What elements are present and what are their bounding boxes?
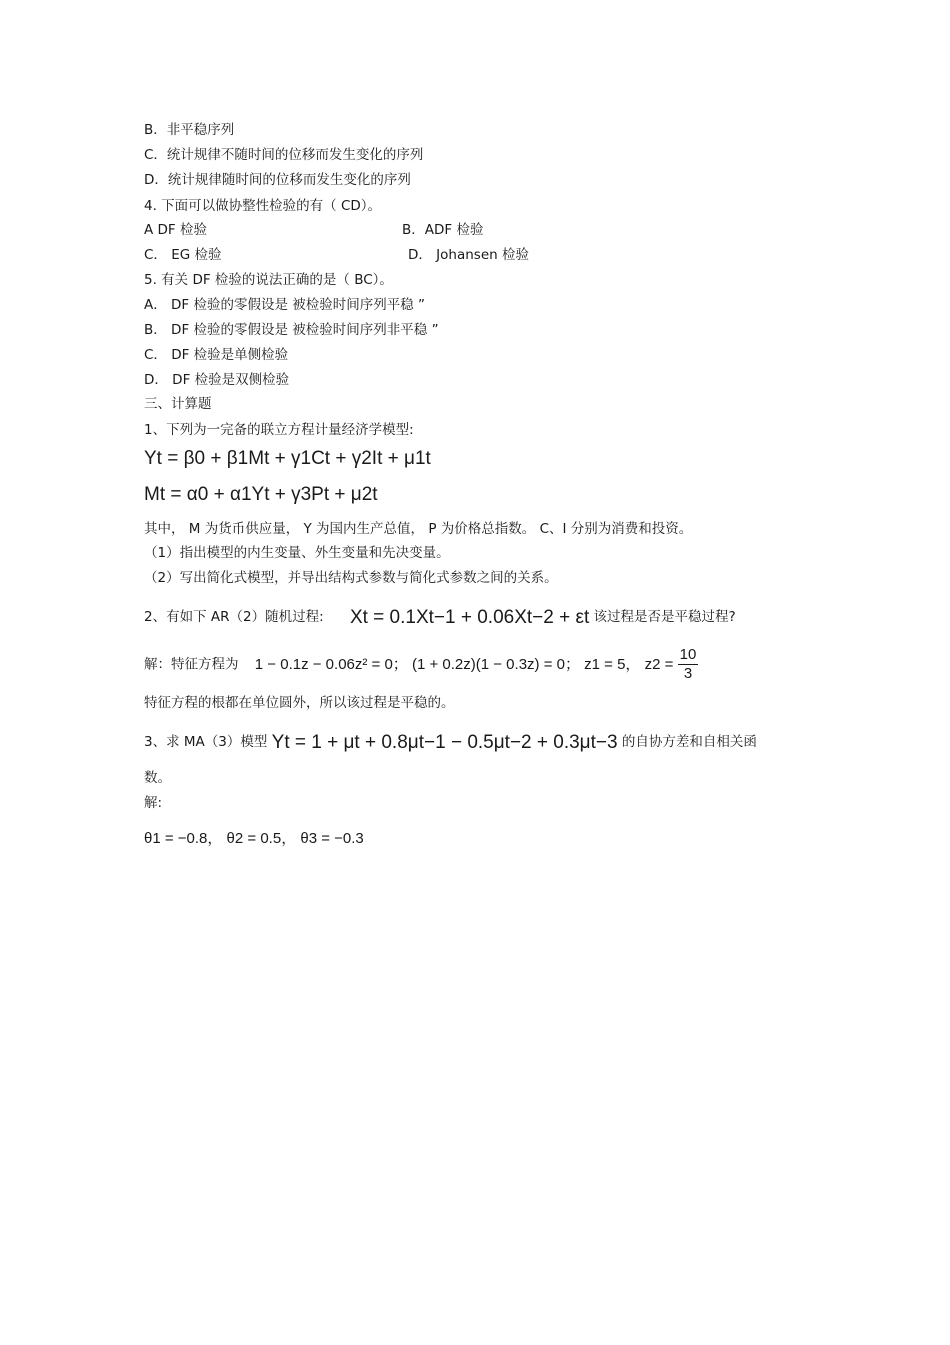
problem2-solution	[144, 646, 698, 683]
q4-option-b: B．ADF 检验	[402, 222, 484, 238]
q5-option-b: B． DF 检验的零假设是 被检验时间序列非平稳 ”	[144, 322, 439, 338]
theta-values: θ1 = −0.8， θ2 = 0.5， θ3 = −0.3	[144, 830, 364, 847]
fraction-numerator: 10	[679, 646, 697, 663]
q5-option-a: A． DF 检验的零假设是 被检验时间序列平稳 ”	[144, 297, 426, 313]
problem1-sub1: （1）指出模型的内生变量、外生变量和先决变量。	[144, 545, 450, 561]
problem2-stem	[144, 608, 736, 627]
problem1-sub2: （2）写出简化式模型，并导出结构式参数与简化式参数之间的关系。	[144, 570, 558, 586]
problem2-conclusion: 特征方程的根都在单位圆外，所以该过程是平稳的。	[144, 695, 455, 711]
q4-option-d: D． Johansen 检验	[408, 247, 529, 263]
problem1-stem: 1、下列为一完备的联立方程计量经济学模型:	[144, 422, 414, 438]
q4-option-c: C． EG 检验	[144, 247, 222, 263]
problem3-stem-prefix: 3、求 MA（3）模型	[144, 734, 268, 750]
problem1-note: 其中， M 为货币供应量， Y 为国内生产总值， P 为价格总指数。 C、I 分别为消费和投资。	[144, 521, 693, 537]
fraction-denominator: 3	[683, 665, 693, 682]
characteristic-equation: 1 − 0.1z − 0.06z² = 0； (1 + 0.2z)(1 − 0.3z) = 0； z1 = 5， z2 =	[254, 655, 674, 673]
ar2-equation: Xt = 0.1Xt−1 + 0.06Xt−2 + εt	[349, 607, 590, 628]
problem3-stem-cont: 数。	[144, 770, 171, 786]
problem2-stem-suffix: 该过程是否是平稳过程?	[593, 609, 736, 625]
z2-fraction	[678, 646, 699, 683]
q5-option-d: D． DF 检验是双侧检验	[144, 372, 290, 388]
problem3-stem	[144, 733, 757, 752]
q3-option-d: D．统计规律随时间的位移而发生变化的序列	[144, 172, 411, 188]
section-title: 三、计算题	[144, 396, 212, 412]
problem3-solution-label: 解:	[144, 795, 163, 811]
q4-stem: 4. 下面可以做协整性检验的有（ CD）。	[144, 198, 382, 214]
q5-stem: 5. 有关 DF 检验的说法正确的是（ BC）。	[144, 272, 393, 288]
problem2-stem-prefix: 2、有如下 AR（2）随机过程:	[144, 609, 324, 625]
q5-option-c: C． DF 检验是单侧检验	[144, 347, 289, 363]
q3-option-c: C．统计规律不随时间的位移而发生变化的序列	[144, 147, 424, 163]
problem3-stem-suffix: 的自协方差和自相关函	[621, 734, 757, 750]
ma3-equation: Yt = 1 + μt + 0.8μt−1 − 0.5μt−2 + 0.3μt−3	[271, 732, 618, 753]
q3-option-b: B．非平稳序列	[144, 122, 235, 138]
q4-option-a: A DF 检验	[144, 222, 207, 238]
equation-2: Mt = α0 + α1Yt + γ3Pt + μ2t	[144, 484, 378, 505]
equation-1: Yt = β0 + β1Mt + γ1Ct + γ2It + μ1t	[144, 448, 431, 469]
solution-label: 解：特征方程为	[144, 656, 239, 673]
